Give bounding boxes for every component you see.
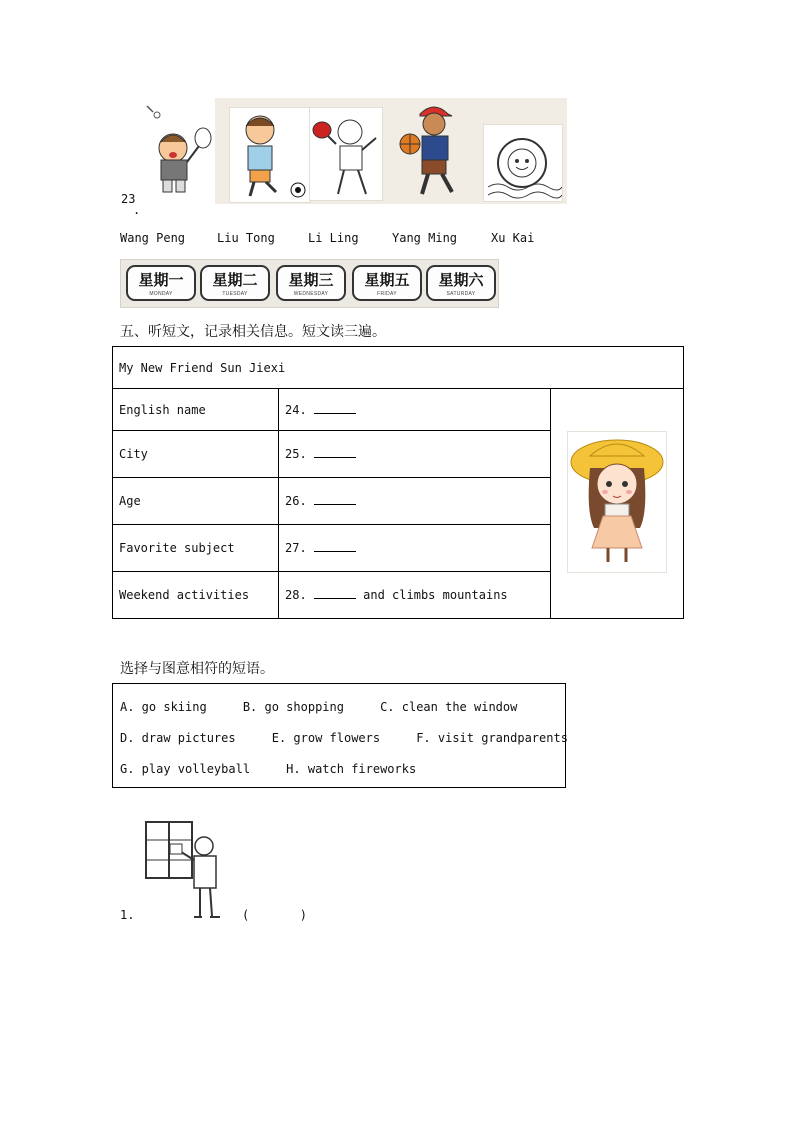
day-cn: 星期二 bbox=[212, 271, 258, 289]
day-en: WEDNESDAY bbox=[293, 291, 329, 297]
name-liu-tong: Liu Tong bbox=[217, 231, 275, 245]
row-number: 27. bbox=[285, 541, 307, 555]
row-label: Favorite subject bbox=[113, 525, 279, 572]
row-label: English name bbox=[113, 389, 279, 431]
swimmer-image bbox=[483, 124, 563, 202]
q23-dot: . bbox=[133, 203, 141, 217]
portrait-cell bbox=[551, 389, 684, 619]
row-answer bbox=[279, 431, 551, 478]
day-en: FRIDAY bbox=[377, 291, 397, 297]
row-label: City bbox=[113, 431, 279, 478]
table-title: My New Friend Sun Jiexi bbox=[113, 347, 684, 389]
day-card-monday bbox=[126, 265, 196, 301]
row-answer bbox=[279, 525, 551, 572]
answer-blank[interactable] bbox=[314, 588, 356, 599]
day-cn: 星期一 bbox=[138, 271, 184, 289]
name-wang-peng: Wang Peng bbox=[120, 231, 186, 245]
name-li-ling: Li Ling bbox=[308, 231, 359, 245]
day-card-wednesday bbox=[276, 265, 346, 301]
answer-blank[interactable] bbox=[314, 494, 356, 505]
row-label: Age bbox=[113, 478, 279, 525]
day-en: SATURDAY bbox=[446, 291, 476, 297]
option-line-1: A. go skiing B. go shopping C. clean the window bbox=[120, 700, 518, 714]
row-number: 24. bbox=[285, 402, 307, 417]
question1-number: 1. bbox=[120, 908, 135, 922]
name-xu-kai: Xu Kai bbox=[491, 231, 535, 245]
day-card-tuesday bbox=[200, 265, 270, 301]
day-cn: 星期三 bbox=[288, 271, 334, 289]
answer-blank[interactable] bbox=[314, 403, 356, 414]
answer-blank[interactable] bbox=[314, 447, 356, 458]
day-cn: 星期五 bbox=[364, 271, 410, 289]
options-box bbox=[112, 683, 566, 788]
day-card-friday bbox=[352, 265, 422, 301]
q23-number: 23 bbox=[121, 192, 136, 206]
day-en: TUESDAY bbox=[222, 291, 248, 297]
name-yang-ming: Yang Ming bbox=[392, 231, 458, 245]
row-answer bbox=[279, 389, 551, 431]
badminton-player-image bbox=[137, 100, 215, 200]
day-card-saturday bbox=[426, 265, 496, 301]
q23-names-row bbox=[0, 231, 794, 247]
option-line-2: D. draw pictures E. grow flowers F. visit grandparents bbox=[120, 731, 568, 745]
person-cleaning-window-image bbox=[142, 820, 226, 920]
row-answer bbox=[279, 478, 551, 525]
football-player-image bbox=[229, 107, 311, 203]
row-label: Weekend activities bbox=[113, 572, 279, 619]
table-row bbox=[113, 389, 684, 431]
day-cn: 星期六 bbox=[438, 271, 484, 289]
row-suffix: and climbs mountains bbox=[363, 588, 508, 602]
section5-heading: 五、听短文，记录相关信息。短文读三遍。 bbox=[120, 324, 386, 340]
answer-blank[interactable] bbox=[314, 541, 356, 552]
row-number: 26. bbox=[285, 494, 307, 508]
q23-days-strip bbox=[120, 259, 499, 308]
table-tennis-player-image bbox=[309, 107, 383, 201]
row-number: 28. bbox=[285, 588, 307, 602]
row-answer bbox=[279, 572, 551, 619]
basketball-player-image bbox=[392, 100, 472, 200]
girl-with-yellow-hat-image bbox=[567, 431, 667, 573]
option-line-3: G. play volleyball H. watch fireworks bbox=[120, 762, 417, 776]
question1-answer-bracket[interactable]: ( ) bbox=[242, 908, 308, 922]
day-en: MONDAY bbox=[149, 291, 173, 297]
info-table bbox=[112, 346, 684, 619]
row-number: 25. bbox=[285, 447, 307, 461]
choose-heading: 选择与图意相符的短语。 bbox=[120, 661, 274, 677]
